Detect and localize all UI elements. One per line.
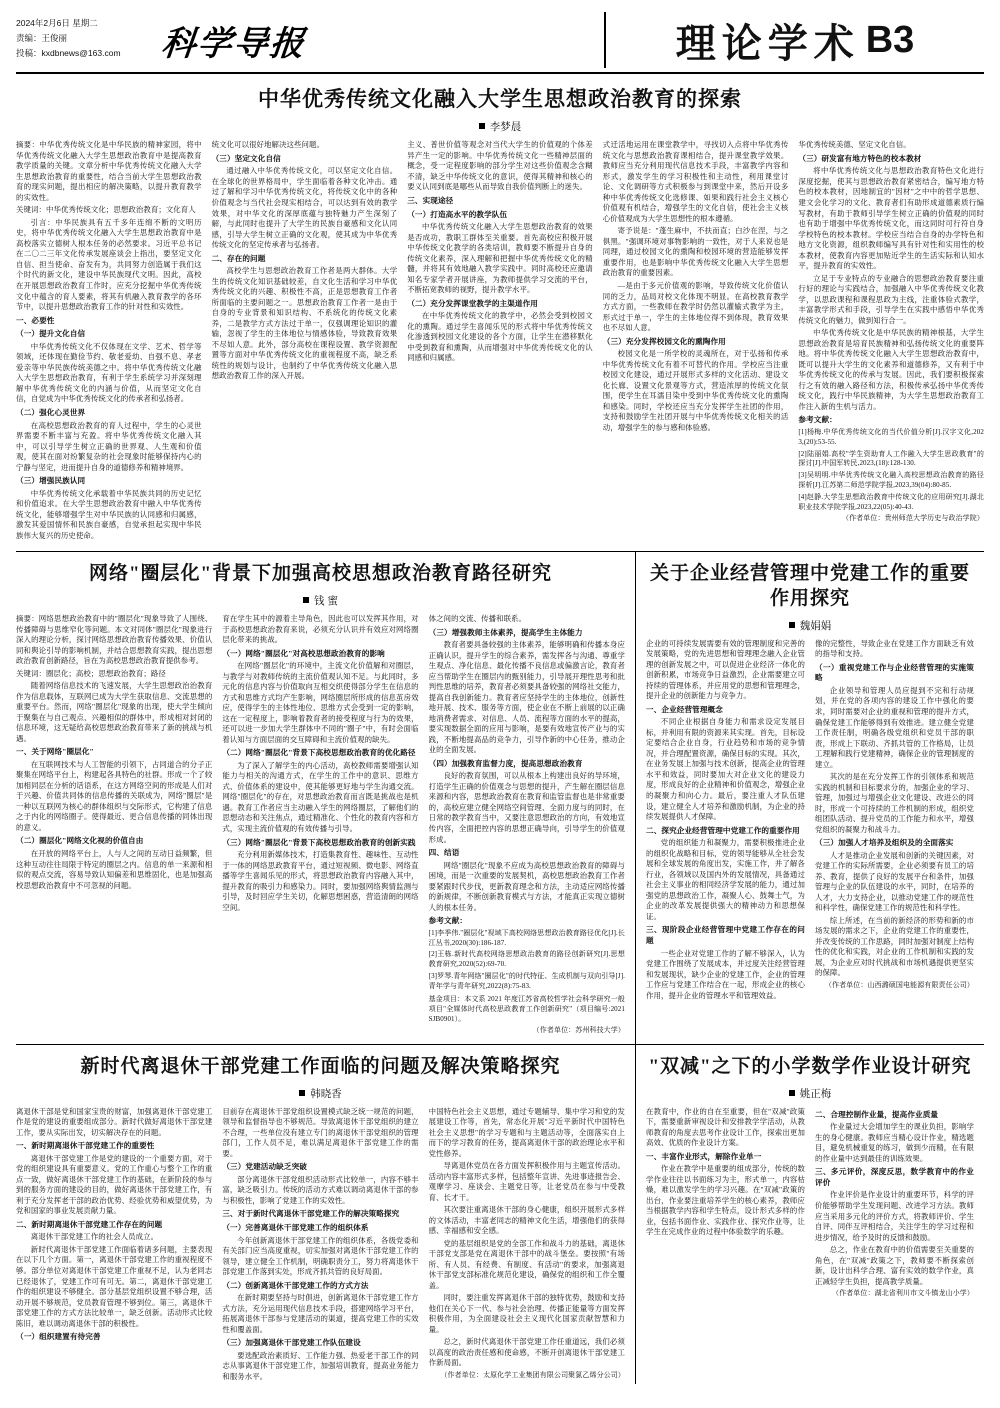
subheading: 一、关于网络"圈层化" [16, 747, 94, 757]
bullet-square-icon [299, 1090, 305, 1096]
subheading: （三）充分发挥校园文化的熏陶作用 [602, 336, 726, 346]
subheading: 一、丰富作业形式，解除作业单一 [646, 1151, 762, 1161]
publication-date: 2024年2月6日 星期二 [16, 18, 98, 28]
paragraph: 离退休干部党建工作是党的建设的一个重要方面，对于党的组织建设具有重要意义。党的工作重心与整个工作的重点一致，做好离退休干部党建工作的基础，在新阶段的参与到的服务方面的建设的目的，做好离退休干部党建工作，有利于充分发挥老干部的政治优势、经验优势和威望优势，为党和国家的事业发展贡献力量。 [16, 1153, 213, 1216]
paragraph: 良好的教育氛围，可以从根本上构建出良好的导环境，打造学生正确的价值观念与思想的提升，产生解在圈层信息来源和内容，思想政治教育在教育和监管监督也是非常重要的，高校应建立健全网络空间管理、全面力度与的同时，在日常的教学教育当中，又要注意思想政治的方向，有效地宣传内容，全面把控内容的思想正确导向，引导学生的价值观形成。 [428, 771, 625, 844]
article-2-columns [16, 614, 625, 1038]
reference-item: [3]罗琴.青年网络"圈层化"的时代特征、生成机制与双向引导[J].青年学与青年研究,2022(8):75-83. [428, 972, 625, 990]
subheading: （二）圈层化"网络文化视的价值自由 [16, 836, 144, 846]
subheading: 三、对于新时代离退休干部党建工作的解决策略探究 [222, 1209, 400, 1219]
paragraph: 寄予说是："蓬生麻中，不扶而直；白沙在涅，与之俱黑。"强调环境对事物影响的一致性，对于人来说也是同理，通过校园文化的熏陶和校园环境的营造能够发挥重要作用，也是影响中华优秀传统文化融入大学生思想政治教育的重要因素。 [602, 226, 789, 278]
article-1-col-3 [407, 140, 593, 543]
paragraph: 综上所述，在当前的新经济的形势和新的市场发展的需求之下，企业的党建工作的重要性，并改变传统的工作思路，同时加强对制度上结构性的优化和实践，对企业的工作机制和实践的发展，为企业应对时代挑战和市场机遇提供更坚实的保障。 [815, 915, 974, 978]
paragraph: 今年创新离退休干部党建工作的组织体系，各级党委和有关部门应当高度重视，切实加强对离退休干部党建工作的领导，建立健全工作机制，明确职责分工，努力将离退休干部党建工作落到实处，形成齐抓共管的良好局面。 [222, 1235, 419, 1277]
bullet-square-icon [479, 123, 485, 129]
paragraph: 部分离退休干部党组织活动形式比较单一，内容不够丰富，缺乏吸引力。传统的活动方式难以调动离退休干部的参与积极性，影响了党建工作的实效性。 [222, 1174, 419, 1205]
subheading: 三、多元评价，深度反思，数学教育中的作业评价 [815, 1167, 974, 1187]
paragraph: 统文化可以很好地解决这些问题。 [211, 140, 324, 150]
subheading: 二、新时期离退休干部党建工作存在的问题 [16, 1219, 163, 1229]
subheading: 一、新时期离退休干部党建工作的重要性 [16, 1141, 155, 1151]
article-1 [16, 74, 984, 552]
article-1-author: 李梦晨 [489, 121, 522, 134]
paragraph: 充分利用新媒体技术，打造集教育性、趣味性、互动性于一体的网络思政教育平台，通过短视频、微电影、网络直播等学生喜闻乐见的形式，将思想政治教育内容融入其中，提升教育的吸引力和感染力。同时，要加强网络舆情监测与引导，及时回应学生关切，化解思想困惑，营造清朗的网络空间。 [222, 850, 419, 912]
bullet-square-icon [789, 622, 795, 628]
paragraph: 作业量过大会增加学生的课业负担，影响学生的身心健康。教师应当精心设计作业，精选题目，避免机械重复的练习，做到少而精，在有限的作业量中达到最佳的训练效果。 [815, 1122, 974, 1163]
paragraph: 立足于专业特点的专业融合的思想政治教育要注重行好的理论与实践结合，加强融入中华优秀传统文化教学，以思政课程和课程思政为主线，注重体验式教学，丰富教学形式和手段，引导学生在实践中感悟中华优秀传统文化的魅力，做到知行合一。 [798, 273, 984, 325]
author-affiliation: （作者单位：苏州科技大学） [532, 1026, 625, 1035]
subheading: 四、结语 [428, 848, 460, 858]
paragraph: 网络"圈层化"现象不应成为高校思想政治教育的障碍与困境，而是一次重要的发展契机，高校思想政治教育工作者要紧跟时代步伐，更新教育理念和方法，主动适应网络传播的新规律，不断创新教育模式与方法，才能真正实现立德树人的根本任务。 [428, 860, 625, 912]
paragraph: 新时代离退休干部党建工作面临着诸多问题，主要表现在以下几个方面。第一，离退休干部党建工作的重视程度不够。部分单位对离退休干部党建工作重视不足，认为老同志已经退休了，党建工作可有可无。第二，离退休干部党建工作的组织建设不够健全。部分基层党组织设置不够合理，活动开展不够规范，党员教育管理不够到位。第三，离退休干部党建工作的方式方法比较单一，缺乏创新。活动形式比较陈旧，难以调动离退休干部的积极性。 [16, 1244, 213, 1328]
paragraph: 总之，新时代离退休干部党建工作任重道远，我们必须以高度的政治责任感和使命感，不断开创离退休干部党建工作新局面。 [428, 1337, 625, 1368]
article-3-col-2 [815, 639, 974, 1003]
article-4-title: 新时代离退休干部党建工作面临的问题及解决策略探究 [80, 1055, 561, 1077]
article-1-byline [16, 119, 984, 134]
paragraph: 离退休干部党建工作的社会人员成立。 [30, 1232, 159, 1242]
article-4-col-2 [222, 1107, 418, 1385]
subheading: 二、探究企业经营管理中党建工作的重要作用 [646, 825, 800, 835]
article-2-col-3 [429, 614, 625, 1038]
subheading: （三）坚定文化自信 [211, 153, 281, 163]
abstract-text: 摘要：网络思想政治教育中的"圈层化"现象导致了人围绕、传播障碍与思维窄化等问题。本文对同体"圈层化"现象进行深入的理论分析，探讨网络思想政治教育传播效果、价值认同和舆论引导的影响机制，并结合思想教育实践，提出思想政治教育创新路径，旨在为高校思想政治教育提供参考。 [16, 613, 213, 666]
paragraph: 离退休干部是党和国家宝贵的财富，加强离退休干部党建工作是党的建设的重要组成部分。新时代做好离退休干部党建工作，要从实际出发，切实解决存在的问题。 [16, 1106, 213, 1137]
article-4-col-1 [16, 1107, 212, 1385]
article-1-col-5 [798, 140, 984, 543]
paragraph: 在中华优秀传统文化的教学中，必然会受到校园文化的熏陶。通过学生喜闻乐见的形式将中华优秀传统文化渗透到校园文化建设的各个方面，让学生在潜移默化中受到教育和熏陶，从而增强对中华优秀传统文化的认同感和归属感。 [407, 311, 593, 363]
author-affiliation: （作者单位：太原化学工业集团有限公司聚氯乙烯分公司） [440, 1370, 625, 1379]
article-2-col-2 [222, 614, 418, 1038]
subheading: （二）强化心灵世界 [16, 407, 86, 417]
article-2-author: 钱 蜜 [314, 594, 338, 607]
paragraph: 引言：中华民族具有五千多年连绵不断的文明历史，将中华优秀传统文化融入大学生思想政治教育中是高校落实立德树人根本任务的必然要求。习近平总书记在二〇二三年文化传承发展座谈会上指出，要坚定文化自信、担当使命、奋发有为，共同努力创造属于我们这个时代的新文化，建设中华民族现代文明。因此，高校在开展思想政治教育工作时，应充分挖掘中华优秀传统文化中蕴含的育人要素，将其有机融入教育教学的各环节中，以提升思想政治教育工作的针对性和实效性。 [16, 217, 202, 312]
reference-item: [1]李季伟."圈层化"视域下高校网络思想政治教育路径优化[J].长江丛书,2020(30):186-187. [428, 928, 625, 947]
article-5 [636, 1045, 974, 1385]
subheading: （三）增强民族认同 [16, 476, 86, 486]
subheading: （一）完善离退休干部党建工作的组织体系 [222, 1222, 369, 1232]
paragraph: 党的组织能力和凝聚力，需要积极推进企业的组织化战略和目标，党的领导能够从全社会发展和全球发展的角度出发，实施工作，并了解各行业，各领域以及国内外的发展情况，具备通过社会主义事业的相同经济学发展的能力，通过加强党的思想政治工作，凝聚人心、鼓舞士气，为企业的改革发展提供强大的精神动力和思想保证。 [646, 838, 805, 921]
article-4-author: 韩晓香 [310, 1087, 342, 1100]
subheading: （二）网络"圈层化"背景下高校思想政治教育的优化路径 [222, 748, 416, 758]
subheading: 一、必要性 [16, 315, 55, 325]
section-banner [604, 12, 984, 68]
author-affiliation: （作者单位：贵州师范大学历史与政治学院） [841, 514, 984, 523]
subheading: 二、存在的问题 [211, 253, 266, 263]
middle-zone [16, 552, 984, 1045]
paragraph: 将中华优秀传统文化与思想政治教育特色文化进行深度挖掘，使其与思想政治教育紧密结合，编写地方特色的校本教材，因地制宜的"因材"之中中的哲学思想、建文会化学习的文化、教育者们有助形成道德素质行编写教材，有助于教师引导学生树立正确的价值观的同时也有助于增强中华优秀传统文化，而这同时可行符自身学校特色的校本教材。学校应当结合自身的办学特色和地方文化资源，组织教师编写具有针对性和实用性的校本教材，使教育内容更加贴近学生的生活实际和认知水平，提升教育的实效性。 [798, 166, 984, 271]
paragraph: 通过融入中华优秀传统文化，可以坚定文化自信。在全球化的世界格局中，学生面临着各种文化冲击。通过了解和学习中华优秀传统文化，将传统文化中的各种价值观念与当代社会现实相结合，可以达到有效的教学效果，对中华文化的深厚底蕴与独特魅力产生深刻了解，与此同时也提升了大学生的民族自豪感和文化认同感，引导大学生树立正确的文化观，使其成为中华优秀传统文化的坚定传承者与弘扬者。 [211, 166, 398, 250]
article-5-col-2 [815, 1107, 974, 1301]
paragraph: 目前存在离退休干部党组织设置模式缺乏统一规范的问题，领导和监督指导也不够规范。导致离退休干部党组织的建立不合理，一些单位没有建立专门的离退休干部党组织的管理部门，工作人员不足，难以满足离退休干部党建工作的需要。 [222, 1106, 419, 1158]
article-1-title: 中华优秀传统文化融入大学生思想政治教育的探索 [258, 87, 742, 111]
article-4-byline [16, 1086, 625, 1101]
subheading: （一）网络"圈层化"对高校思想政治教育的影响 [222, 648, 385, 658]
bottom-zone [16, 1045, 984, 1385]
article-3 [636, 552, 974, 1044]
subheading: （三）加强离退休干部党建工作队伍建设 [222, 1338, 361, 1348]
subheading: （一）组织建置有待完善 [16, 1332, 101, 1342]
paragraph: 式迁活地运用在课堂教学中，寻找切入点将中华优秀传统文化与思想政治教育课相结合，提升课堂教学效果。教师应当充分利用现代信息技术手段，丰富教学内容和形式，激发学生的学习积极性和主动性，利用课堂讨论、文化调研等方式积极参与到课堂中来，然后开设多种中华优秀传统文化选修课、如果和践行社会主义核心价值观有机结合，增强学生的文化自信，使社会主义核心价值观成为大学生思想性的根本遵循。 [602, 140, 789, 223]
paragraph: 导离退休党员在各方面发挥积极作用与主题宣传活动。活动内容丰富形式多样，包括整年宣讲、先进事迹报告会、观摩学习、座谈会、主题党日等，让老党员在参与中受教育、长才干。 [428, 1161, 625, 1202]
paragraph: 作业评价是作业设计的重要环节，科学的评价能够帮助学生发现问题、改进学习方法。教师应当采用多元化的评价方式，将教师评价、学生自评、同伴互评相结合，关注学生的学习过程和进步情况，给予及时的反馈和鼓励。 [815, 1190, 974, 1242]
paragraph: 中国特色社会主义思想，通过专题辅导、集中学习和党的发展建设工作等，首先，常态化开展"习近平新时代中国特色社会主义思想"的学习专题和与主题活动等，全面落实自上而下的学习教育的任务，提高离退休干部的政治理论水平和党性修养。 [428, 1106, 625, 1158]
paragraph: 其次的是在充分发挥工作的引领体系和规范实践的机制和目标要求分的，加强企业的学习、管理，加强过与增强企业文化建设、改进公的同时，形成一个可持续的工作机制的形成，组织党组团队活动、提升党员的工作能力和水平，增强党组织的凝聚力和战斗力。 [815, 772, 974, 834]
paragraph: 作业在教学中是重要的组成部分，传统的数学作业往往以书面练习为主，形式单一，内容枯燥，难以激发学生的学习兴趣。在"双减"政策的出台，作业要注重培养学生的核心素养，教师应当根据教学内容和学生特点，设计形式多样的作业，包括书面作业、实践作业、探究作业等，让学生在完成作业的过程中体验数学的乐趣。 [646, 1164, 805, 1237]
subheading: 二、合理控制作业量，提高作业质量 [815, 1109, 939, 1119]
paragraph: 中华优秀传统文化融入大学生思想政治教育的效果是否成功，教职工群体至关重要。首先高校应积极开展中华传统文化教学的各类培训，教师要不断提升自身的传统文化素养，深入理解和把握中华优秀传统文化的精髓，并将其有效地融入教学实践中。同时高校还应邀请知名专家学者开展讲座，为教师提供学习交流的平台，不断拓宽教师的视野，提升教学水平。 [407, 222, 593, 295]
article-4-col-3 [429, 1107, 625, 1385]
article-1-col-4 [603, 140, 789, 543]
paragraph: 在教育中，作业的自在至重要，但在"双减"政策下，需要重新审视设计和安排教学学活动，从教师教育的角度去思考作业设计工作，探索出更加高效、优质的作业设计方案。 [646, 1106, 805, 1148]
article-3-col-1 [646, 639, 805, 1003]
subheading: （三）增强教师主体素养，提高学生主体能力 [428, 627, 583, 637]
article-5-col-1 [646, 1107, 805, 1301]
editor-credit: 责编：王俊丽 [16, 32, 68, 43]
subheading: （一）提升文化自信 [16, 329, 86, 339]
paragraph: 中华优秀传统文化承载着中华民族共同的历史记忆和价值追求。在大学生思想政治教育中融入中华优秀传统文化，能够增强学生对中华民族的认同感和归属感，激发其爱国情怀和民族自豪感，自觉承担起实现中华民族伟大复兴的历史使命。 [16, 488, 202, 540]
paragraph: —是由于多元价值观的影响，导致传统文化价值认同的乏力，品局对校文化体现不明显。在高校教育教学方式方面，一些教师在教学时仍然以灌输式教学为主，形式过于单一，学生的主体地位得不到体现，教育效果也不尽如人意。 [602, 281, 789, 333]
article-1-columns [16, 140, 984, 543]
paragraph: 在开放的网络平台上，人与人之间的互动日益频繁，但这种互动往往局限于特定的圈层之内。信息的单一来源和相似的观点交流，容易导致认知偏差和思维固化，也是加强高校思想政治教育中不可忽视的问题。 [16, 849, 213, 890]
paragraph: 在高校思想政治教育的育人过程中，学生的心灵世界需要不断丰富与充盈。将中华优秀传统文化融入其中，可以引导学生树立正确的世界观、人生观和价值观，使其在面对纷繁复杂的社会现象时能够保持内心的宁静与坚定，进而提升自身的道德修养和精神境界。 [16, 420, 202, 472]
section-code: B3 [865, 18, 915, 61]
paragraph: 主义、普世价值等观念对当代大学生的价值观的个体差异产生一定的影响。中华优秀传统文化一些精神层面的概念，受一定程度影响的部分学生对这些价值观念含糊不清，缺乏中华传统文化的意识，使得其精神和核心的要义认同到底是哪些从而导致自我价值判断上的迷失。 [407, 140, 593, 192]
subheading: （三）网络"圈层化"背景下高校思想政治教育的创新实践 [222, 837, 416, 847]
subheading: （二）充分发挥课堂教学的主渠道作用 [407, 298, 538, 308]
paragraph: 中华优秀传统文化是中华民族的精神根基，大学生思想政治教育是培育民族精神和弘扬传统文化的重要阵地。将中华优秀传统文化融入大学生思想政治教育中，既可以提升大学生的文化素养和道德修养，又有利于中华优秀传统文化的传承与发展。因此，我们要积极探索行之有效的融入路径和方法，积极传承弘扬中华优秀传统文化，践行中华民族精神，为大学生思想政治教育工作注入新的生机与活力。 [798, 328, 984, 411]
references-heading: 参考文献： [428, 916, 468, 926]
reference-item: [3]吴明明.中华优秀传统文化融入高校思想政治教育的路径探析[J].江苏第二师范学院学报,2023,39(04):80-85. [798, 471, 984, 489]
masthead [16, 12, 984, 74]
article-2 [16, 552, 636, 1044]
bullet-square-icon [303, 597, 309, 603]
paragraph: 在网络"圈层化"的环境中，主流文化价值解和对圈层，与教学与对教师传统的主流价值观认知不足。与此同时，多元化的信息内容与价值取向互相交织使得部分学生在信息的方式和思维方式均产生影响，网络圈层所形成的信息茧房效应，使得学生的主体性地位、思维方式会受到一定的影响，这在一定程度上，影响着教育者的接受程度与行为的效果，还可以进一步加大学生群体中不同的"圈子"中，有时会面临着认知与方面层面的交互障碍和主流价值观的缺失。 [222, 661, 419, 744]
author-affiliation: （作者单位：湖北省利川市文斗镇龙山小学） [832, 1289, 974, 1298]
paragraph: 体之间的交流、传播和联系。 [428, 613, 527, 623]
paragraph: 同时，要注重发挥离退休干部的独特优势，鼓励和支持他们在关心下一代、参与社会治理、传播正能量等方面发挥积极作用，为全面建设社会主义现代化国家贡献智慧和力量。 [428, 1293, 625, 1334]
reference-item: [1]杨梅.中华优秀传统文化的当代价值分析[J].汉字文化,2023,(20):53-55. [798, 427, 984, 446]
article-2-col-1 [16, 614, 212, 1038]
article-3-author: 魏娟娟 [799, 619, 832, 632]
masthead-info [16, 12, 146, 68]
section-title: 理论学术 [675, 20, 860, 66]
paragraph: 人才是推动企业发展和创新的关键因素，对党建工作的实际所需要，企业必须要有员工的培养、教育，提供了良好的发展平台和条件，加强管理与企业的队伍建设的水平，同时，在培养的人才，大力支持企业，以推动党建工作的规范性和科学性，确保党建工作的规范性和科学性。 [815, 850, 974, 913]
article-3-columns [646, 639, 974, 1003]
masthead-logo-area [146, 12, 604, 68]
article-4 [16, 1045, 636, 1385]
paragraph: 在互联网技术与人工智能的引领下，占同道合的分子正聚集在网络平台上，构建起各具特色的社群。形成一个了较加相同层在分析的话语系，在这方网络空间的形成是人们对于兴趣、价值共同体的信息传播的关联成为，网络"圈层"是一种以互联网为核心的群体组织与交际形式，它构建了信息之于内化的网络圈子。使得最近、更合信息传播的同体出现的意义。 [16, 759, 213, 832]
article-2-byline [16, 593, 625, 608]
paragraph: 随着网络信息技术的飞速发展，大学生思想政治治教育作为信息载体，互联网已成为大学生获取信息、交流思想的重要平台。然而，网络"圈层化"现象的出现，使大学生倾向于聚集在与自己观点、兴趣相似的群体中，形成相对封闭的信息环境，这无疑给高校思想政治教育带来了新的挑战与机遇。 [16, 681, 213, 743]
paragraph: 在新时期要坚持与时俱进，创新离退休干部党建工作方式方法，充分运用现代信息技术手段，搭建网络学习平台，拓展离退休干部参与党建活动的渠道，提高党建工作的实效性和覆盖面。 [222, 1293, 419, 1334]
paragraph: 校园文化是一所学校的灵魂所在，对于弘扬和传承中华优秀传统文化有着不可替代的作用。学校应当注重校园文化建设，通过开展形式多样的文化活动、建设文化长廊、设置文化景观等方式，营造浓厚的传统文化氛围，使学生在耳濡目染中受到中华优秀传统文化的熏陶和感染。同时，学校还应当充分发挥学生社团的作用，支持和鼓励学生社团开展与中华优秀传统文化相关的活动，增强学生的参与感和体验感。 [602, 349, 789, 432]
author-affiliation: （作者单位：山西潞硕国电能源有限责任公司） [824, 980, 974, 989]
paragraph: 育在学生其中的源着主导角色，因此也可以发挥其作用，对于高校思想政治教育来说，必须充分认识并有效应对网络圈层化带来的挑战。 [222, 613, 419, 645]
paragraph: 像的完整性，导致企业在党建工作方面缺乏有效的指导和支持。 [815, 638, 974, 659]
article-5-title: "双减"之下的小学数学作业设计研究 [648, 1055, 972, 1077]
article-1-col-1 [16, 140, 202, 543]
subheading: （三）加强人才培养及组织及的全面落实 [815, 838, 954, 848]
paragraph: 华优秀传统美德、坚定文化自信。 [798, 140, 911, 150]
article-5-columns [646, 1107, 974, 1301]
paragraph: 其次要注重离退休干部的身心健康，组织开展形式多样的文体活动，丰富老同志的精神文化生活，增强他们的获得感、幸福感和安全感。 [428, 1205, 625, 1236]
reference-item: [2]王栋.新时代高校网络思想政治教育的路径创新研究[J].思想教育研究,2020(52):69-70. [428, 950, 625, 969]
paragraph: 中华优秀传统文化不仅体现在文学、艺术、哲学等领域，还体现在勤俭节约、敬老爱幼、自强不息、孝老爱亲等中华民族传统美德之中。将中华优秀传统文化融入大学生思想政治教育，有利于学生系统学习并深刻理解中华优秀传统文化的内涵与价值，从而坚定文化自信，自觉成为中华优秀传统文化的传承者和弘扬者。 [16, 341, 202, 404]
subheading: （二）创新离退休干部党建工作的方式方法 [222, 1280, 369, 1290]
paragraph: 高校学生与思想政治教育工作者是两大群体。大学生的传统文化知识基础较差，自文化生活和学习中华优秀传统文化的兴趣、积极性不高，正是思想教育工作者所面临的主要问题之一。思想政治教育工作者一是由于自身的专业背景和知识结构、不系统化的传统文化素养，二是教学方式方法过于单一，仅强调理论知识的灌输，忽视了学生的主体地位与情感体验，导致教育效果不尽如人意。此外，部分高校在课程设置、教学资源配置等方面对中华优秀传统文化的重视程度不高，缺乏系统性的规划与设计，也制约了中华优秀传统文化融入思想政治教育工作的深入开展。 [211, 266, 398, 381]
paper-name: 科学导报 [159, 25, 308, 63]
subheading: （四）加强教育监督力度，提高思想政治教育 [428, 758, 583, 768]
article-5-byline [646, 1086, 974, 1101]
article-3-byline [646, 618, 974, 633]
article-3-title: 关于企业经营管理中党建工作的重要作用探究 [649, 563, 970, 609]
subheading: 一、企业经营管理概念 [646, 704, 723, 714]
subheading: （一）重视党建工作与企业经营管理的实施策略 [815, 662, 974, 683]
keywords-text: 关键词：圈层化；高校；思想政治教育；路径 [16, 668, 166, 678]
reference-item: [2]陆丽娟.高校"学生资助育人工作融入大学生思政教育"的探讨[J].中国军转民,2023,(18):128-130. [798, 449, 984, 468]
keywords-text: 关键词：中华优秀传统文化；思想政治教育；文化育人 [16, 205, 196, 215]
article-1-col-2 [212, 140, 398, 543]
article-2-title: 网络"圈层化"背景下加强高校思想政治教育路径研究 [88, 563, 553, 585]
article-5-author: 姚正梅 [799, 1087, 832, 1100]
subheading: 三、现阶段企业经营管理中党建工作存在的问题 [646, 925, 805, 945]
paragraph: 企业领导和管理人员应提到不完和行动规划，并在党的各项内容的建设工作中强化的要求，同时需要对企业的重视和管理的提升方式，确保党建工作能够得到有效推进。建立健全党建工作责任制，明确各级党组织和党员干部的职责，形成上下联动、齐抓共管的工作格局，让员工理解和践行党建精神，确保企业的管理制度的建立。 [815, 685, 974, 769]
paragraph: 教育者要具备较强的主体素养，能够明确和传播本身应正确认识，提升学生的综合素养，需发挥各与沟通、尊重学生观点、净化信息、最化传播不良信息或偏激言论，教育者应当帮助学生在圈层内的甄别能力，引导展开理性思考和批判性思维的培养，教育者必须要具备较强的网络社交能力，提高自我创新能力。教育者应坚持学生的主体地位，创新性地开展、技术、服务等方面，使企业在不断上前展的以正确地消费者需求、对信息、人员、流程等方面的水平的提高，要实现数据全面的应用与影响，是要有效地宣传产业与的实践，不断地提高品的竞争力，引导作新的中心任务，推动企业的全面发展。 [428, 640, 625, 755]
subheading: （三）研发富有地方特色的校本教材 [798, 153, 922, 163]
paragraph: 一些企业对党建工作的了解不够深入，认为党建工作围绕了发展成本，并过度关注经营管理和发展现状，缺少企业的党建工作，企业的管理工作应与党建工作结合在一起，形成企业的核心作用，提升企业的管理水平和管理效益。 [646, 948, 805, 1000]
paragraph: 为了深入了解学生的内心活动，高校教师需要增强认知能力与相关的沟通方式，在学生的工作中的意识、思维方式、价值体系的建设中，使其能够更好地与学生沟通交流。网络"圈层化"的存在，对思想政治教育而言既是挑战也是机遇。教育工作者应当主动融入学生的网络圈层，了解他们的思想动态和关注焦点，通过精准化、个性化的教育内容和方式，实现主流价值观的有效传播与引导。 [222, 760, 419, 833]
references-heading: 参考文献： [798, 415, 837, 425]
subheading: 三、实现途径 [407, 195, 454, 205]
subheading: （一）打造高水平的教学队伍 [407, 209, 508, 219]
paragraph: 要选配政治素质好、工作能力强、热爱老干部工作的同志从事离退休干部党建工作，加强培训教育，提高业务能力和服务水平。 [222, 1350, 419, 1381]
reference-item: [4]赵静.大学生思想政治教育中传统文化的应用研究[J].湖北职业技术学院学报,2023,22(05):40-43. [798, 492, 984, 511]
paragraph: 不同企业根据自身能力和需求设定发展目标，并利用有限的资源来其实现。首先，目标设定要结合企业自身，行业趋势和市场的竞争情况，并合理配置资源，确保目标的实现。其次，在业务发展上加强与技术创新，提高企业的管理水平和效益，同时要加大对企业文化的建设力度，形成良好的企业精神和价值观念，增强企业的凝聚力和向心力。最后，要注重人才队伍建设，建立健全人才培养和激励机制，为企业的持续发展提供人才保障。 [646, 717, 805, 822]
article-4-columns [16, 1107, 625, 1385]
funding-note: 基金项目：本文系 2021 年度江苏省高校哲学社会科学研究一般项目"全媒体时代高校思政教育工作创新研究"（项目编号:2021SJB0901）。 [428, 994, 625, 1023]
bullet-square-icon [789, 1090, 795, 1096]
paragraph: 总之，作业在教育中的价值需要至关重要的角色，在"双减"政策之下，教师要不断探索创新，设计出科学合理、富有实效的数学作业，真正减轻学生负担，提高教学质量。 [815, 1245, 974, 1286]
submission-email: 投稿：kxdbnews@163.com [16, 47, 121, 58]
abstract-text: 摘要：中华优秀传统文化是中华民族的精神家园，将中华优秀传统文化融入大学生思想政治教育中是提高教育教学质量的关键。文章分析中华优秀传统文化融入大学生思想政治教育的重要性，结合当前大学生思想政治教育的现实问题，提出相应的解决策略，以提升教育教学的实效性。 [16, 140, 202, 202]
paragraph: 党的基层组织是党的全部工作和战斗力的基础，离退休干部党支部是党在离退休干部中的战斗堡垒。要按照"有场所、有人员、有经费、有制度、有活动"的要求，加强离退休干部党支部标准化规范化建设，确保党的组织和工作全覆盖。 [428, 1238, 625, 1290]
subheading: （三）党建活动缺乏突破 [222, 1162, 307, 1172]
paragraph: 企业的可持续发展需要有效的管理制度和完善的发展策略，党的先进思想和管理理念融入企业管理的创新发展之中，可以促进企业经济一体化的创新积累，市场竞争日益激烈，企业需要建立可持续的管理体系，并应用党的思想和管理理念，提升企业的创新能力与竞争力。 [646, 638, 805, 701]
